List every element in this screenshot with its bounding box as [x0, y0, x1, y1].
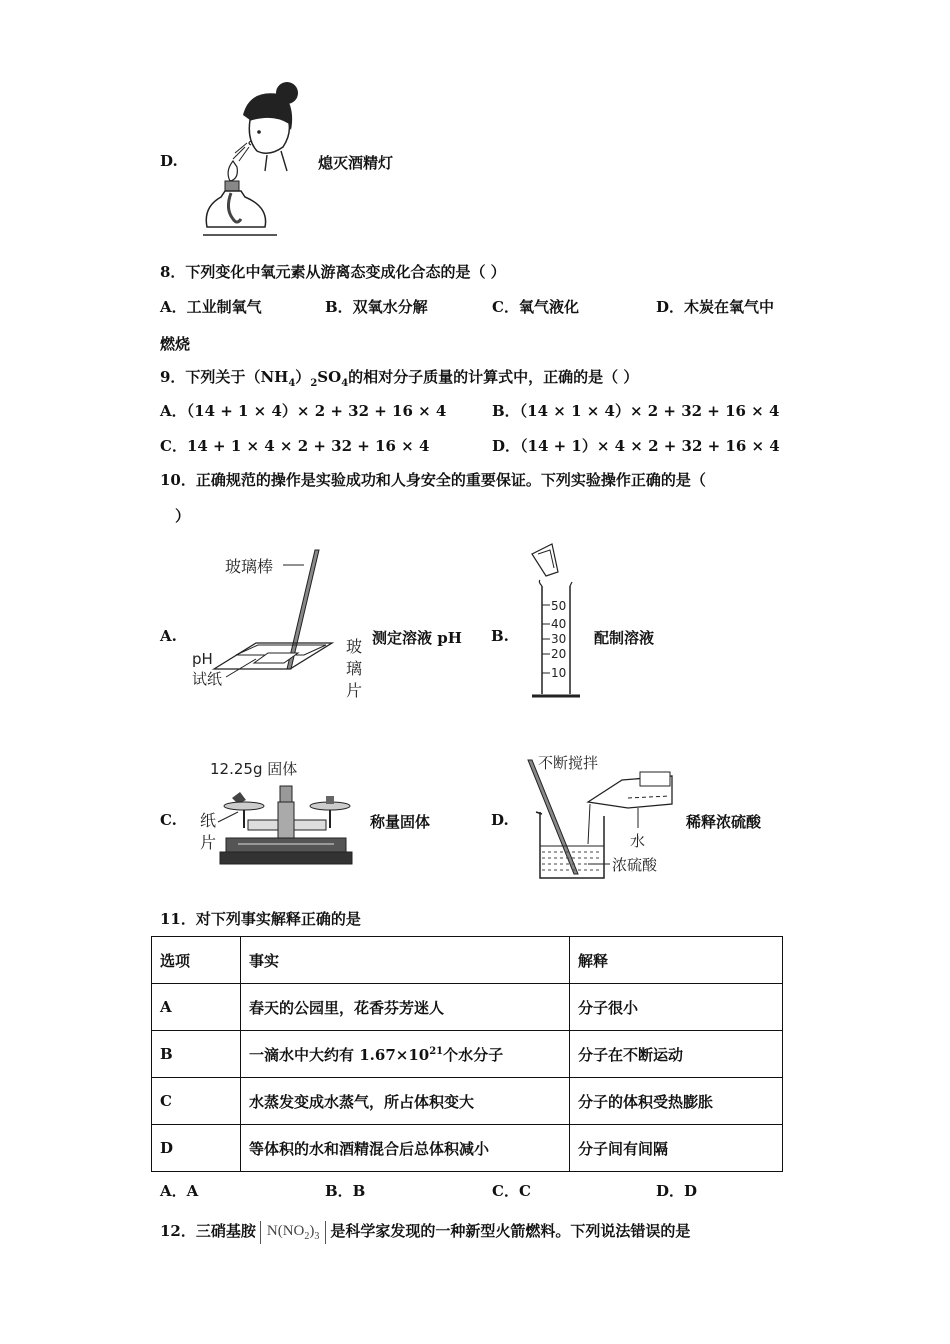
graduated-cylinder-figure: [528, 542, 588, 704]
glass-rod-label: 玻璃棒: [225, 557, 274, 576]
q9-option-b: B．（14 × 1 × 4）× 2 + 32 + 16 × 4: [492, 402, 780, 420]
q7-option-d-caption: 熄灭酒精灯: [318, 154, 394, 172]
table-row: [152, 984, 783, 1031]
row-explanation: 分子间有间隔: [570, 1125, 783, 1172]
q8-option-d: D．木炭在氧气中: [656, 298, 775, 316]
stir-label: 不断搅拌: [538, 754, 599, 772]
q11-option-c: C．C: [492, 1182, 531, 1200]
glass-plate-label-3: 片: [346, 681, 363, 700]
glass-plate-label-2: 璃: [346, 659, 363, 678]
cylinder-mark-10: 10: [551, 666, 567, 680]
q9-stem: 9．下列关于$(NH_4)_2SO_4$的相对分子质量的计算式中，正确的是（ ）: [160, 368, 639, 389]
header-explanation: 解释: [570, 937, 783, 984]
row-explanation: 分子的体积受热膨胀: [570, 1078, 783, 1125]
q11-option-d: D．D: [656, 1182, 698, 1200]
q10-option-d-caption: 稀释浓硫酸: [686, 813, 762, 831]
cylinder-mark-20: 20: [551, 647, 567, 661]
q8-option-d-wrap: 燃烧: [160, 335, 191, 353]
q10-stem-wrap: ）: [175, 507, 191, 525]
table-row: [152, 1125, 783, 1172]
q8-option-b: B．双氧水分解: [325, 298, 428, 316]
trinitramide-formula: $N(NO_2)_3$: [260, 1221, 327, 1244]
table-header-row: [152, 937, 783, 984]
cylinder-mark-50: 50: [551, 599, 567, 613]
header-fact: 事实: [241, 937, 570, 984]
q9-option-c: C．14 + 1 × 4 × 2 + 32 + 16 × 4: [160, 437, 430, 455]
q8-option-a: A．工业制氧气: [160, 298, 262, 316]
cylinder-mark-30: 30: [551, 632, 567, 646]
balance-top-label: 12.25g 固体: [210, 760, 298, 778]
ph-paper-label-2: 试纸: [192, 670, 223, 688]
glass-plate-label-1: 玻: [346, 637, 363, 656]
q10-option-a-letter: A.: [160, 627, 177, 645]
water-label: 水: [630, 832, 646, 850]
q12-stem: 12．三硝基胺 $N(NO_2)_3$ 是科学家发现的一种新型火箭燃料。下列说法错误的是: [160, 1222, 691, 1242]
q7-option-d-letter: D.: [160, 152, 178, 170]
blowing-out-alcohol-lamp-figure: [195, 75, 305, 245]
q11-option-b: B．B: [325, 1182, 366, 1200]
q10-stem: 10．正确规范的操作是实验成功和人身安全的重要保证。下列实验操作正确的是（: [160, 471, 706, 489]
row-fact: 等体积的水和酒精混合后总体积减小: [241, 1125, 570, 1172]
row-option: B: [152, 1031, 241, 1078]
q8-stem: 8．下列变化中氧元素从游离态变成化合态的是（ ）: [160, 263, 506, 281]
q11-stem: 11．对下列事实解释正确的是: [160, 910, 361, 928]
row-fact: 水蒸发变成水蒸气，所占体积变大: [241, 1078, 570, 1125]
q10-option-d-letter: D.: [491, 811, 509, 829]
dilute-sulfuric-acid-figure: [522, 750, 682, 885]
ph-test-figure: [190, 545, 370, 710]
header-option: 选项: [152, 937, 241, 984]
row-option: A: [152, 984, 241, 1031]
q8-option-c: C．氧气液化: [492, 298, 579, 316]
q10-option-b-letter: B.: [491, 627, 509, 645]
row-fact: 春天的公园里，花香芬芳迷人: [241, 984, 570, 1031]
q10-option-b-caption: 配制溶液: [594, 629, 655, 647]
q9-option-d: D．（14 + 1）× 4 × 2 + 32 + 16 × 4: [492, 437, 780, 455]
facts-table: [151, 936, 783, 1172]
q10-option-a-caption: 测定溶液 pH: [372, 629, 462, 647]
row-fact: 一滴水中大约有 $1.67\times 10^{21}$个水分子: [241, 1031, 570, 1078]
balance-figure: [198, 756, 358, 876]
q9-option-a: A．（14 + 1 × 4）× 2 + 32 + 16 × 4: [160, 402, 447, 420]
row-explanation: 分子在不断运动: [570, 1031, 783, 1078]
ph-paper-label-1: pH: [192, 650, 213, 668]
balance-paper-label-2: 片: [200, 833, 217, 852]
row-option: D: [152, 1125, 241, 1172]
q10-option-c-letter: C.: [160, 811, 177, 829]
row-explanation: 分子很小: [570, 984, 783, 1031]
balance-paper-label-1: 纸: [200, 811, 217, 830]
table-row: [152, 1031, 783, 1078]
q10-option-c-caption: 称量固体: [370, 813, 431, 831]
row-option: C: [152, 1078, 241, 1125]
cylinder-mark-40: 40: [551, 617, 567, 631]
q11-option-a: A．A: [160, 1182, 199, 1200]
table-row: [152, 1078, 783, 1125]
acid-label: 浓硫酸: [612, 856, 658, 874]
